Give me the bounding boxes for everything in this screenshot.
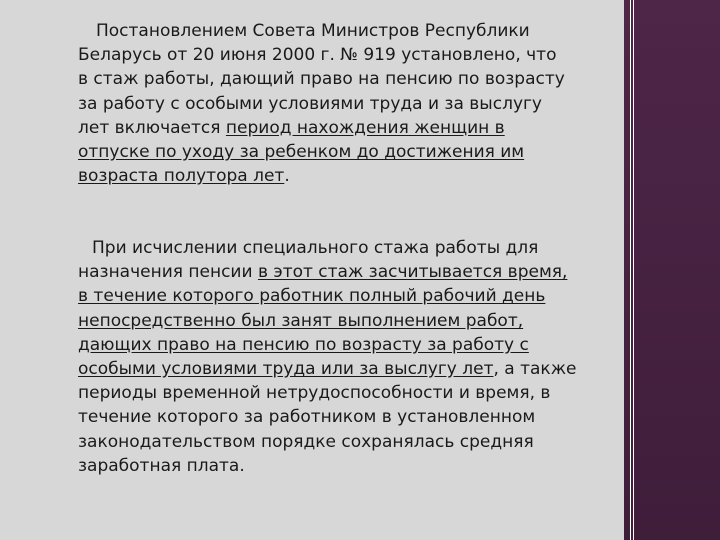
text-line [78, 333, 610, 357]
underlined-text: период нахождения женщин в [225, 117, 505, 138]
text-line [78, 140, 610, 164]
underlined-text: непосредственно был занят выполнением работ, [78, 310, 524, 331]
text-line: течение которого за работником в установленном [78, 407, 536, 428]
text-segment: . [284, 166, 290, 187]
text-segment: назначения пенсии [78, 262, 258, 283]
sidebar-stripe [630, 0, 631, 540]
text-line [78, 284, 610, 308]
text-line [78, 116, 610, 140]
text-line: периоды временной нетрудоспособности и время, в [78, 383, 551, 404]
underlined-text: особыми условиями труда или за выслугу лет [78, 359, 494, 380]
sidebar-stripe [633, 0, 634, 540]
text-line: в стаж работы, дающий право на пенсию по возрасту [78, 69, 565, 90]
paragraph-special-service-calculation [78, 236, 610, 478]
text-line: Постановлением Совета Министров Республики [96, 21, 530, 41]
text-line [78, 309, 610, 333]
underlined-text: дающих право на пенсию по возрасту за работу с [78, 334, 529, 355]
text-line: Беларусь от 20 июня 2000 г. № 919 установлено, что [78, 45, 557, 66]
text-line [78, 357, 610, 381]
text-segment: , а также [493, 359, 577, 380]
underlined-text: в этот стаж засчитывается время, [257, 262, 568, 283]
text-line: за работу с особыми условиями труда и за выслугу [78, 93, 542, 114]
text-line: законодательством порядке сохранялась средняя [78, 431, 534, 452]
text-line: При исчислении специального стажа работы для [92, 238, 539, 258]
paragraph-pension-service [78, 19, 610, 188]
text-line [78, 164, 610, 188]
text-line: заработная плата. [78, 455, 245, 476]
underlined-text: в течение которого работник полный рабочий день [78, 286, 546, 307]
text-segment: лет включается [78, 117, 226, 138]
underlined-text: отпуске по уходу за ребенком до достижения им [78, 142, 525, 163]
underlined-text: возраста полутора лет [78, 166, 285, 187]
decorative-sidebar [624, 0, 720, 540]
text-line [78, 260, 610, 284]
